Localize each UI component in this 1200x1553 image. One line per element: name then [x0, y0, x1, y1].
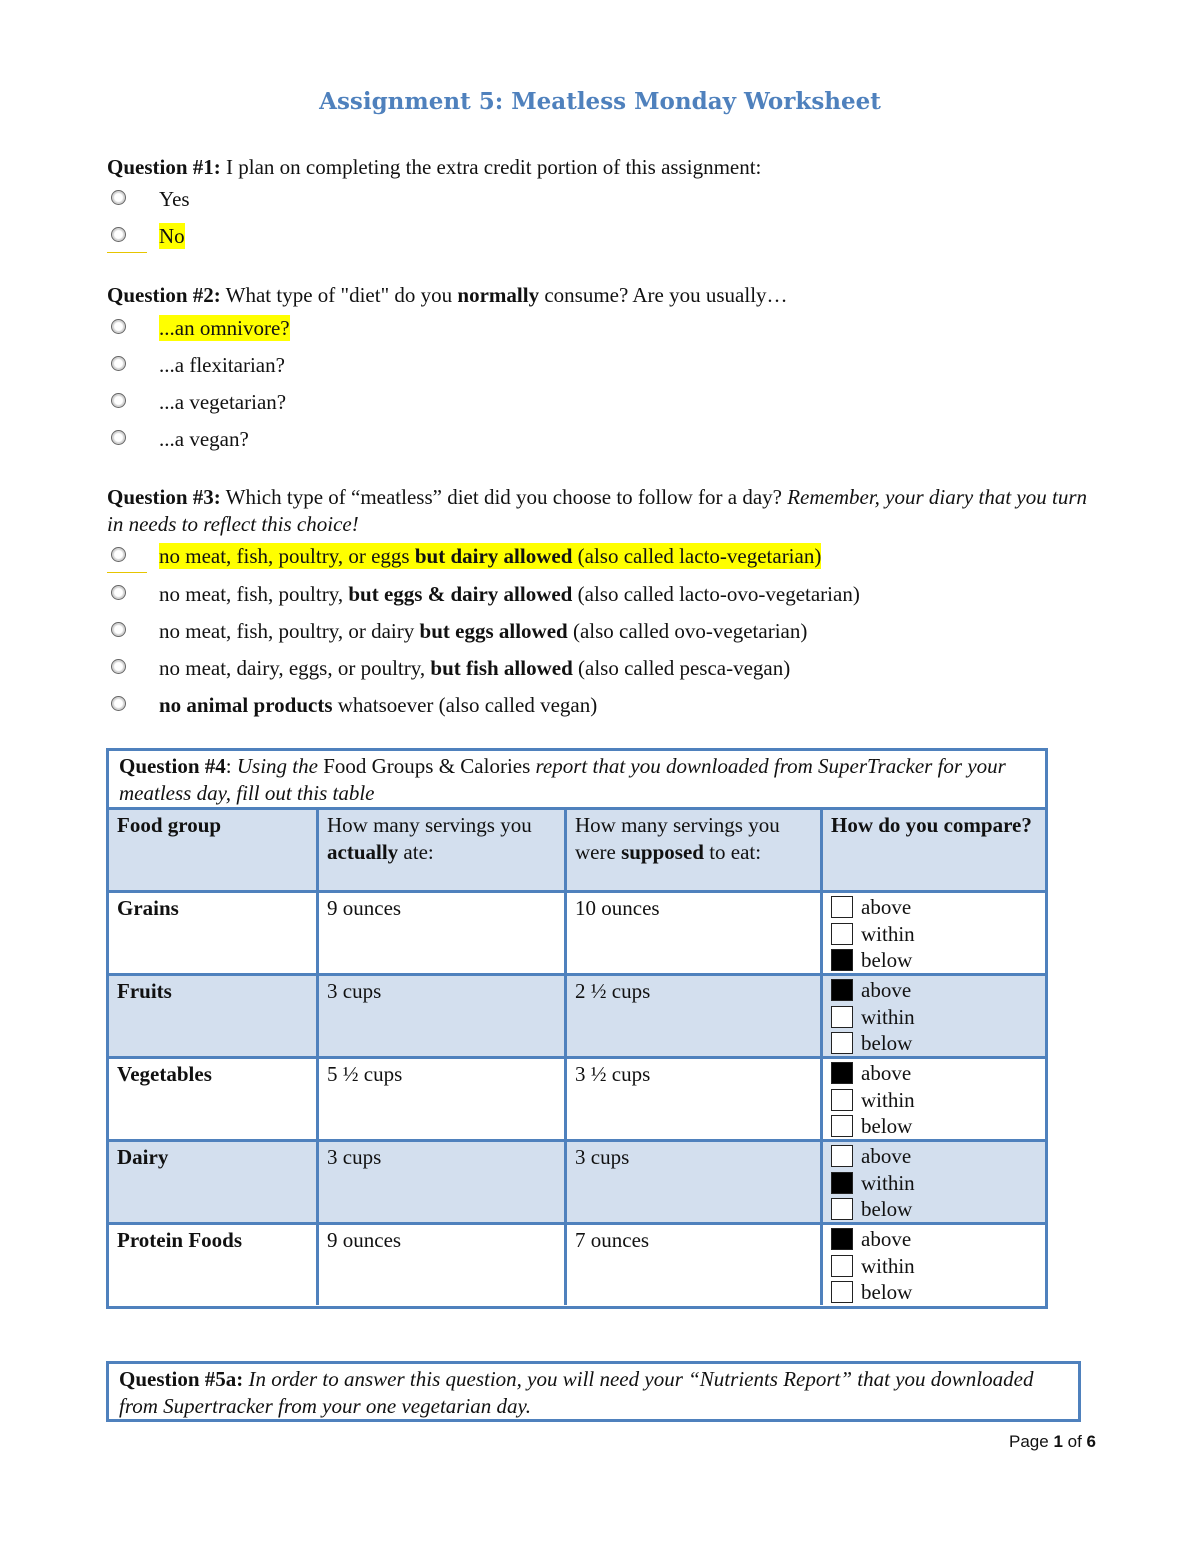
option-text: no meat, fish, poultry,: [159, 582, 349, 606]
compare-option-below[interactable]: [831, 1196, 1037, 1223]
option-note: (also called lacto-ovo-vegetarian): [572, 582, 860, 606]
checkbox-icon[interactable]: [831, 949, 853, 971]
checkbox-icon[interactable]: [831, 1062, 853, 1084]
actual-servings-cell-text: 5 ½ cups: [327, 1062, 403, 1086]
compare-option-label: above: [861, 895, 912, 919]
actual-servings-cell: [319, 1225, 567, 1305]
supposed-servings-cell: [567, 1225, 823, 1305]
option-emphasis: but dairy allowed: [414, 544, 573, 568]
actual-servings-cell: [319, 976, 567, 1056]
footer-page-total: 6: [1086, 1432, 1096, 1451]
compare-option-above[interactable]: [831, 977, 1037, 1004]
selection-underline: [107, 572, 147, 573]
footer-page-number: 1: [1053, 1432, 1063, 1451]
compare-option-label: below: [861, 1114, 913, 1138]
food-group-cell: [109, 976, 319, 1056]
header-text: How do you compare?: [831, 813, 1032, 837]
food-group-cell-text: Dairy: [117, 1145, 169, 1169]
question-2-text: What type of "diet" do you: [220, 283, 458, 307]
question-3-text: Which type of “meatless” diet did you choose to follow for a day?: [220, 485, 788, 509]
checkbox-icon[interactable]: [831, 979, 853, 1001]
question-5a-label: Question #5a:: [119, 1367, 244, 1391]
compare-cell: [823, 976, 1045, 1056]
checkbox-icon[interactable]: [831, 1172, 853, 1194]
question-4-label: Question #4: [119, 754, 226, 778]
checkbox-icon[interactable]: [831, 1228, 853, 1250]
question-2-text-end: consume? Are you usually…: [539, 283, 788, 307]
radio-icon[interactable]: [111, 393, 126, 408]
header-text: Food group: [117, 813, 222, 837]
question-5a-text: In order to answer this question, you will need your “Nutrients Report” that you downloaded from Supertracker from your one vegetarian day.: [119, 1367, 1034, 1418]
header-text: How many servings you were: [575, 813, 780, 864]
radio-icon[interactable]: [111, 430, 126, 445]
checkbox-icon[interactable]: [831, 1115, 853, 1137]
header-text-end: ate:: [398, 840, 434, 864]
food-group-table: [106, 748, 1048, 1309]
option-emphasis: but eggs allowed: [419, 619, 568, 643]
compare-option-below[interactable]: [831, 1279, 1037, 1306]
q3-option-vegan[interactable]: [107, 692, 1007, 718]
compare-option-label: within: [861, 1253, 915, 1278]
supposed-servings-cell-text: 7 ounces: [575, 1228, 650, 1252]
option-label: [159, 581, 860, 607]
actual-servings-cell: [319, 893, 567, 973]
food-group-cell-text: Fruits: [117, 979, 172, 1003]
table-caption: [109, 751, 1045, 807]
footer-of: of: [1062, 1432, 1087, 1451]
question-3-note: Remember, your diary that you turn in needs to reflect this choice!: [107, 485, 1088, 536]
checkbox-icon[interactable]: [831, 896, 853, 918]
supposed-servings-cell: [567, 1142, 823, 1222]
table-row: [109, 1142, 1045, 1225]
caption-colon: :: [225, 754, 237, 778]
q3-option-lacto-ovo-vegetarian[interactable]: [107, 581, 1007, 607]
option-note: (also called pesca-vegan): [572, 656, 791, 680]
header-emphasis: actually: [327, 840, 399, 864]
option-label: [159, 692, 597, 718]
compare-option-label: above: [861, 1061, 912, 1085]
radio-icon[interactable]: [111, 585, 126, 600]
caption-italic-end: report that you downloaded from SuperTracker for your meatless day, fill out this table: [119, 754, 1006, 805]
compare-option-label: below: [861, 1031, 913, 1055]
radio-icon[interactable]: [111, 319, 126, 334]
header-emphasis: supposed: [621, 840, 704, 864]
actual-servings-cell-text: 9 ounces: [327, 896, 402, 920]
compare-option-within[interactable]: [831, 1087, 1037, 1114]
table-row: [109, 1059, 1045, 1142]
actual-servings-cell-text: 3 cups: [327, 979, 382, 1003]
caption-italic: Using the: [236, 754, 324, 778]
actual-servings-cell: [319, 1059, 567, 1139]
compare-option-label: within: [861, 1170, 915, 1195]
compare-option-within[interactable]: [831, 1004, 1037, 1031]
option-label: [159, 655, 790, 681]
table-row: [109, 893, 1045, 976]
radio-icon[interactable]: [111, 622, 126, 637]
radio-icon[interactable]: [111, 227, 126, 242]
compare-option-above[interactable]: [831, 1143, 1037, 1170]
option-label: Yes: [159, 187, 190, 211]
compare-option-below[interactable]: [831, 947, 1037, 974]
option-note: (also called lacto-vegetarian): [572, 544, 822, 568]
selection-underline: [107, 252, 147, 253]
q3-option-pesca-vegan[interactable]: [107, 655, 1007, 681]
supposed-servings-cell-text: 2 ½ cups: [575, 979, 651, 1003]
compare-option-above[interactable]: [831, 1060, 1037, 1087]
q2-option-omnivore[interactable]: [107, 315, 407, 341]
checkbox-icon[interactable]: [831, 1006, 853, 1028]
question-1-text: I plan on completing the extra credit portion of this assignment:: [220, 155, 762, 179]
option-text: no meat, fish, poultry, or eggs: [159, 544, 415, 568]
compare-option-above[interactable]: [831, 1226, 1037, 1253]
header-actual: [319, 810, 567, 890]
question-3-label: Question #3:: [107, 485, 221, 509]
compare-option-above[interactable]: [831, 894, 1037, 921]
compare-option-within[interactable]: [831, 1253, 1037, 1280]
compare-option-label: within: [861, 921, 915, 946]
radio-icon[interactable]: [111, 547, 126, 562]
question-1: [107, 154, 761, 181]
checkbox-icon[interactable]: [831, 1281, 853, 1303]
question-2-label: Question #2:: [107, 283, 221, 307]
actual-servings-cell-text: 3 cups: [327, 1145, 382, 1169]
compare-option-label: above: [861, 1144, 912, 1168]
compare-option-within[interactable]: [831, 921, 1037, 948]
question-5a-box: [106, 1361, 1081, 1422]
actual-servings-cell-text: 9 ounces: [327, 1228, 402, 1252]
question-2-emphasis: normally: [457, 283, 540, 307]
q3-option-ovo-vegetarian[interactable]: [107, 618, 1007, 644]
option-emphasis: but eggs & dairy allowed: [348, 582, 573, 606]
q3-option-lacto-vegetarian[interactable]: [107, 543, 1007, 569]
checkbox-icon[interactable]: [831, 923, 853, 945]
food-group-cell-text: Protein Foods: [117, 1228, 243, 1252]
q2-option-flexitarian[interactable]: [107, 352, 407, 378]
q2-option-vegetarian[interactable]: [107, 389, 407, 415]
option-emphasis: but fish allowed: [430, 656, 573, 680]
header-text-end: to eat:: [703, 840, 762, 864]
compare-cell: [823, 1142, 1045, 1222]
compare-option-label: within: [861, 1087, 915, 1112]
actual-servings-cell: [319, 1142, 567, 1222]
supposed-servings-cell-text: 10 ounces: [575, 896, 660, 920]
table-row: [109, 976, 1045, 1059]
header-supposed: [567, 810, 823, 890]
option-label: ...a vegetarian?: [159, 390, 287, 414]
checkbox-icon[interactable]: [831, 1255, 853, 1277]
footer-prefix: Page: [1009, 1432, 1054, 1451]
header-text: How many servings you: [327, 813, 532, 837]
page-title: Assignment 5: Meatless Monday Worksheet: [319, 88, 881, 115]
checkbox-icon[interactable]: [831, 1032, 853, 1054]
supposed-servings-cell: [567, 976, 823, 1056]
header-food-group: [109, 810, 319, 890]
caption-report-name: Food Groups & Calories: [323, 754, 531, 778]
q1-option-yes[interactable]: [107, 186, 307, 212]
compare-option-label: above: [861, 978, 912, 1002]
checkbox-icon[interactable]: [831, 1145, 853, 1167]
supposed-servings-cell: [567, 893, 823, 973]
food-group-cell: [109, 893, 319, 973]
option-emphasis: no animal products: [159, 693, 333, 717]
supposed-servings-cell-text: 3 cups: [575, 1145, 630, 1169]
compare-option-label: within: [861, 1004, 915, 1029]
q1-option-no[interactable]: [107, 223, 307, 249]
compare-cell: [823, 893, 1045, 973]
compare-option-label: below: [861, 1197, 913, 1221]
compare-option-label: below: [861, 948, 913, 972]
table-header-row: [109, 810, 1045, 893]
radio-icon[interactable]: [111, 696, 126, 711]
option-text: no meat, fish, poultry, or dairy: [159, 619, 420, 643]
option-label: ...a vegan?: [159, 427, 249, 451]
option-label: No: [159, 224, 185, 248]
compare-option-below[interactable]: [831, 1113, 1037, 1140]
table-caption-row: [109, 751, 1045, 810]
compare-option-label: below: [861, 1280, 913, 1304]
option-label: [159, 618, 807, 644]
radio-icon[interactable]: [111, 659, 126, 674]
checkbox-icon[interactable]: [831, 1089, 853, 1111]
food-group-cell: [109, 1142, 319, 1222]
compare-cell: [823, 1225, 1045, 1305]
page-footer: [1009, 1432, 1096, 1452]
supposed-servings-cell-text: 3 ½ cups: [575, 1062, 651, 1086]
compare-option-within[interactable]: [831, 1170, 1037, 1197]
radio-icon[interactable]: [111, 190, 126, 205]
food-group-cell-text: Grains: [117, 896, 179, 920]
question-1-label: Question #1:: [107, 155, 221, 179]
radio-icon[interactable]: [111, 356, 126, 371]
compare-option-label: above: [861, 1227, 912, 1251]
option-label: ...an omnivore?: [159, 316, 290, 340]
food-group-cell: [109, 1225, 319, 1305]
table-row: [109, 1225, 1045, 1305]
option-label: ...a flexitarian?: [159, 353, 285, 377]
food-group-cell-text: Vegetables: [117, 1062, 212, 1086]
question-3: [107, 484, 1092, 538]
option-text: no meat, dairy, eggs, or poultry,: [159, 656, 431, 680]
q2-option-vegan[interactable]: [107, 426, 407, 452]
question-2: [107, 282, 788, 309]
header-compare: [823, 810, 1045, 890]
option-note: (also called ovo-vegetarian): [567, 619, 808, 643]
option-note: whatsoever (also called vegan): [332, 693, 598, 717]
supposed-servings-cell: [567, 1059, 823, 1139]
option-label: [159, 543, 821, 569]
checkbox-icon[interactable]: [831, 1198, 853, 1220]
food-group-cell: [109, 1059, 319, 1139]
compare-cell: [823, 1059, 1045, 1139]
compare-option-below[interactable]: [831, 1030, 1037, 1057]
